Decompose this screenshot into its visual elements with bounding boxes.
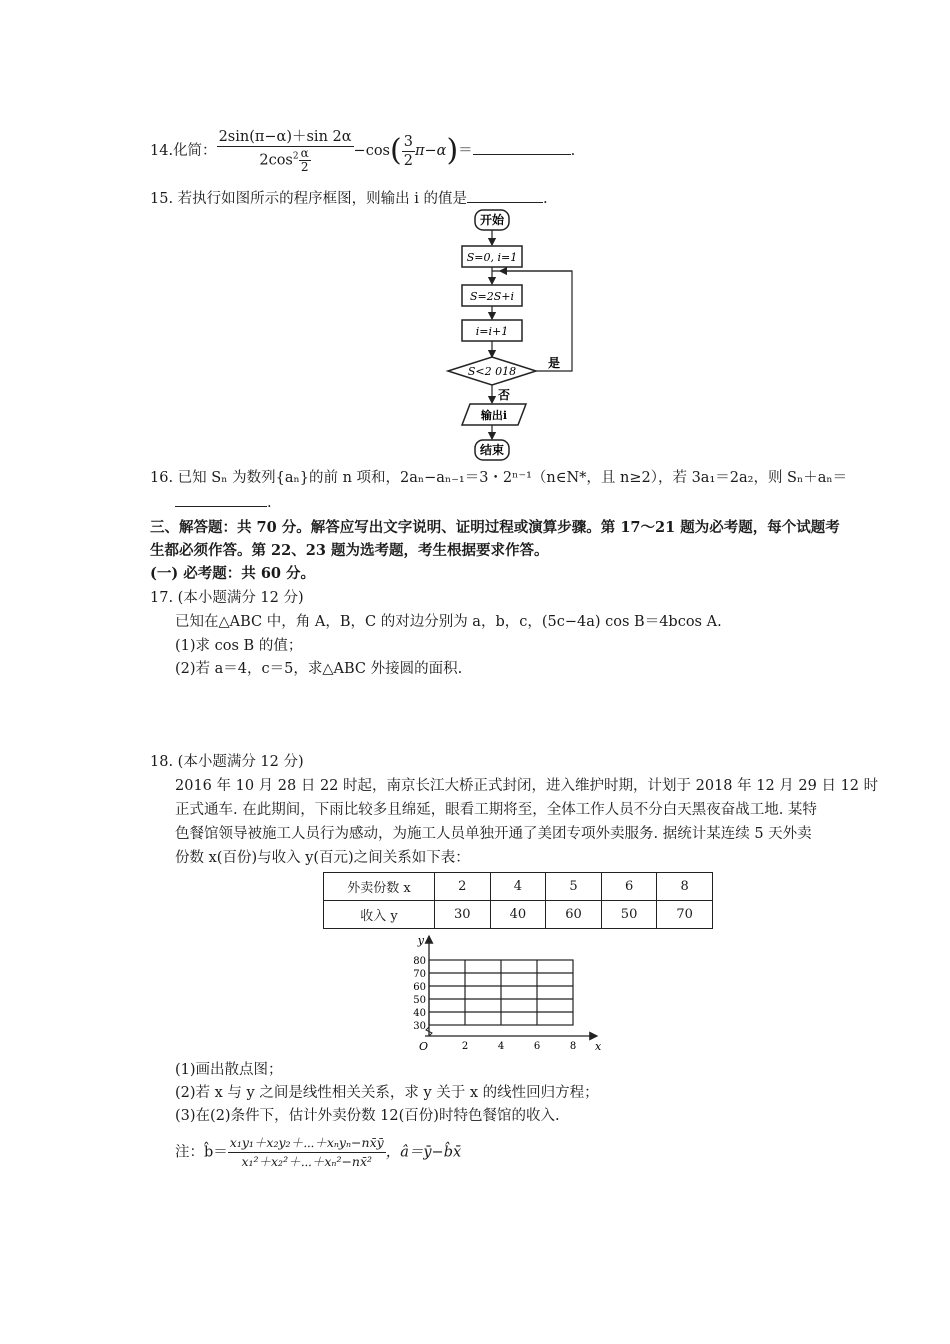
table-cell: 70 <box>657 901 713 929</box>
flowchart-end-label: 结束 <box>479 443 505 457</box>
q14-prompt: 化简： <box>173 143 217 159</box>
q18-note-fraction <box>228 1134 386 1171</box>
q16-period: . <box>267 495 272 511</box>
origin-label: O <box>419 1040 429 1053</box>
table-cell: 2 <box>435 873 491 901</box>
y-tick-label: 80 <box>413 956 426 967</box>
q18-paragraph-line3: 色餐馆领导被施工人员行为感动，为施工人员单独开通了美团专项外卖服务. 据统计某连续 5 天外卖 <box>175 826 812 842</box>
grid-lines <box>429 960 573 1025</box>
x-tick-label: 8 <box>569 1041 577 1052</box>
y-tick-label: 60 <box>413 982 426 993</box>
x-tick-label: 6 <box>533 1041 541 1052</box>
q14-right-paren: ) <box>446 133 459 168</box>
y-tick-label: 40 <box>413 1008 426 1019</box>
q17-stem: 已知在△ABC 中，角 A，B，C 的对边分别为 a，b，c，(5c−4a) cos B＝4bcos A. <box>175 614 722 630</box>
q16-text: 16. 已知 Sₙ 为数列{aₙ}的前 n 项和，2aₙ−aₙ₋₁＝3・2ⁿ⁻¹（n∈N*，且 n≥2），若 3a₁＝2a₂，则 Sₙ＋aₙ＝ <box>150 470 848 486</box>
q18-paragraph-line1: 2016 年 10 月 28 日 22 时起，南京长江大桥正式封闭，进入维护时期，计划于 2018 年 12 月 29 日 12 时 <box>175 778 879 794</box>
q18-part2: (2)若 x 与 y 之间是线性相关关系，求 y 关于 x 的线性回归方程； <box>175 1085 599 1101</box>
q14-number: 14. <box>150 143 174 159</box>
flowchart-start-label: 开始 <box>479 213 505 227</box>
y-tick-label: 70 <box>413 969 426 980</box>
q14-den-power: 2 <box>292 151 299 162</box>
q14-numerator: 2sin(π−α)＋sin 2α <box>218 129 352 145</box>
flowchart-step1-label: S=2S+i <box>469 290 515 303</box>
flowchart-no-label: 否 <box>497 388 511 402</box>
q18-note-tail: ，â＝ȳ−b̂x̄ <box>385 1144 462 1161</box>
q14-inner-fraction <box>402 133 415 170</box>
q18-paragraph-line2: 正式通车. 在此期间，下雨比较多且绵延，眼看工期将至，全体工作人员不分白天黑夜奋战工地. 某特 <box>175 802 817 818</box>
table-row2-label: 收入 y <box>324 901 435 929</box>
q14-period: . <box>570 143 576 159</box>
table-row <box>324 901 713 929</box>
q14-main-fraction <box>217 128 354 174</box>
q17-part1: (1)求 cos B 的值； <box>175 638 303 654</box>
q15-text: 15. 若执行如图所示的程序框图，则输出 i 的值是 <box>150 191 468 207</box>
scatter-grid[interactable] <box>405 932 605 1054</box>
flowchart-yes-label: 是 <box>547 356 561 370</box>
flowchart-output-label: 输出i <box>480 409 508 422</box>
question-16-blank-line <box>175 492 272 513</box>
q14-den-num: α <box>300 146 309 160</box>
table-cell: 6 <box>601 873 657 901</box>
q14-denominator <box>217 147 354 174</box>
q14-inner-num: 3 <box>403 133 413 150</box>
flowchart-step2-label: i=i+1 <box>475 325 509 338</box>
q14-left-paren: ( <box>390 133 402 168</box>
table-cell: 4 <box>490 873 546 901</box>
q14-inner-tail: π−α <box>414 143 447 159</box>
q18-header: 18. (本小题满分 12 分) <box>150 754 304 770</box>
y-tick-label: 30 <box>413 1021 426 1032</box>
x-tick-label: 2 <box>461 1041 469 1052</box>
flowchart <box>430 205 590 463</box>
q18-part3: (3)在(2)条件下，估计外卖份数 12(百份)时特色餐馆的收入. <box>175 1108 560 1124</box>
flowchart-condition-label: S<2 018 <box>467 365 517 378</box>
table-cell: 50 <box>601 901 657 929</box>
q18-data-table <box>323 872 713 929</box>
question-16 <box>150 468 847 488</box>
q18-note-numerator: x₁y₁＋x₂y₂＋⋯＋xₙyₙ−nx̄ȳ <box>228 1134 386 1153</box>
section3-subheading: (一) 必考题：共 60 分。 <box>150 565 316 582</box>
q14-den-den: 2 <box>300 160 309 174</box>
table-cell: 8 <box>657 873 713 901</box>
y-axis-label: y <box>417 934 424 947</box>
q16-answer-blank[interactable] <box>175 492 267 507</box>
flowchart-init-label: S=0, i=1 <box>466 251 518 264</box>
q17-header: 17. (本小题满分 12 分) <box>150 590 304 606</box>
q14-inner-den: 2 <box>403 152 413 169</box>
q14-equals: ＝ <box>458 143 473 159</box>
table-row <box>324 873 713 901</box>
q15-answer-blank[interactable] <box>467 188 543 203</box>
table-cell: 30 <box>435 901 491 929</box>
q14-den-prefix: 2cos <box>259 152 293 169</box>
x-axis-label: x <box>595 1040 602 1053</box>
question-14 <box>150 128 575 174</box>
section3-intro-line2: 生都必须作答。第 22、23 题为选考题，考生根据要求作答。 <box>150 542 549 559</box>
q18-note <box>175 1134 461 1171</box>
q17-part2: (2)若 a＝4，c＝5，求△ABC 外接圆的面积. <box>175 661 463 677</box>
x-tick-label: 4 <box>497 1041 505 1052</box>
y-tick-label: 50 <box>413 995 426 1006</box>
table-cell: 60 <box>546 901 602 929</box>
q14-den-fraction <box>299 147 311 174</box>
q18-note-prefix: 注：b̂＝ <box>175 1144 228 1161</box>
table-cell: 40 <box>490 901 546 929</box>
table-row1-label: 外卖份数 x <box>324 873 435 901</box>
section3-intro-line1: 三、解答题：共 70 分。解答应写出文字说明、证明过程或演算步骤。第 17～21 题为必考题，每个试题考 <box>150 519 840 536</box>
table-cell: 5 <box>546 873 602 901</box>
q15-period: . <box>543 191 548 207</box>
q18-part1: (1)画出散点图； <box>175 1062 283 1078</box>
q18-paragraph-line4: 份数 x(百份)与收入 y(百元)之间关系如下表： <box>175 850 470 866</box>
q14-answer-blank[interactable] <box>473 140 571 155</box>
q14-minus-cos: −cos <box>353 143 390 159</box>
q18-note-denominator: x₁²＋x₂²＋⋯＋xₙ²−nx̄² <box>241 1154 373 1169</box>
